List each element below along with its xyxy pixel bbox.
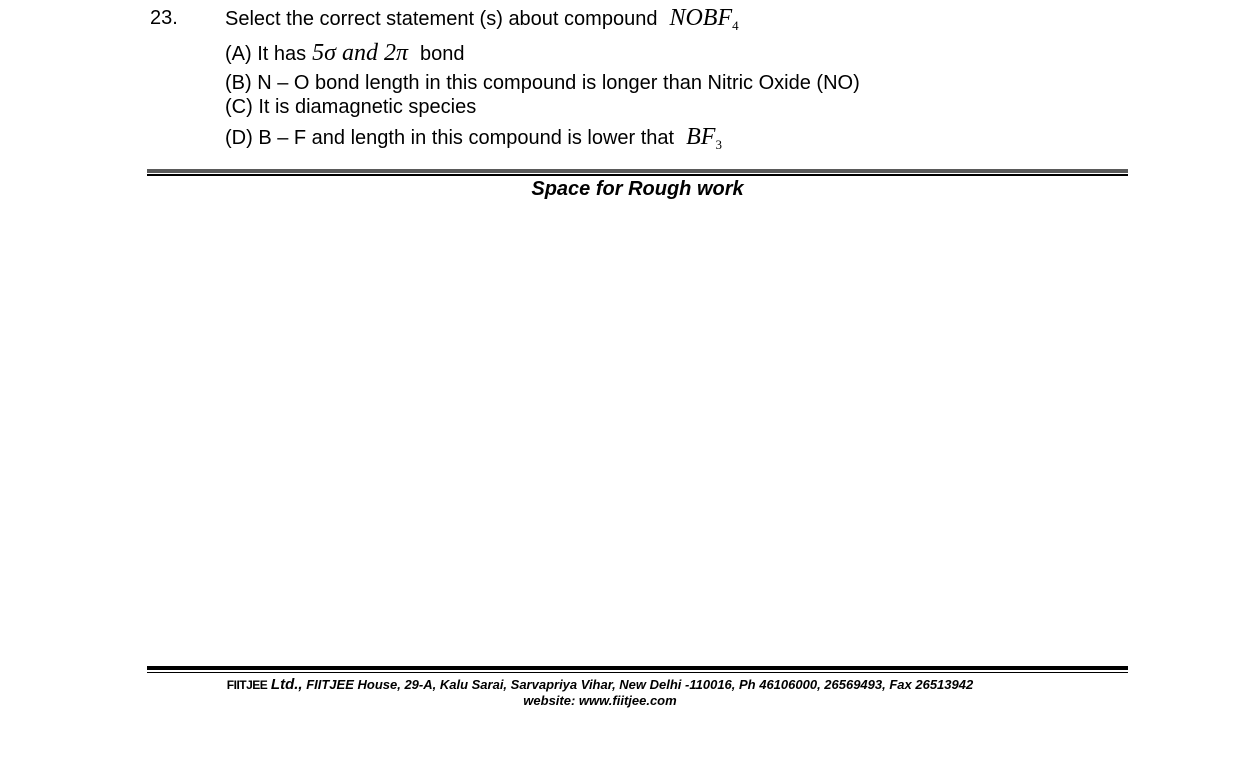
- option-b: (B) N – O bond length in this compound is longer than Nitric Oxide (NO): [225, 72, 860, 94]
- option-a-math: 5σ and 2π: [312, 40, 409, 66]
- footer-ltd: Ltd.,: [270, 676, 303, 693]
- footer-brand: FIITJEE: [226, 678, 268, 692]
- rough-work-top-rule: [147, 169, 1128, 173]
- option-a: [225, 41, 465, 66]
- option-d-prefix: (D) B – F and length in this compound is lower that: [225, 127, 675, 149]
- footer-address: FIITJEE House, 29-A, Kalu Sarai, Sarvapriya Vihar, New Delhi -110016, Ph 46106000, 26569493, Fax 26513942: [306, 677, 974, 692]
- option-a-prefix: (A) It has: [225, 43, 307, 65]
- option-d-formula: $BF_3$: [686, 124, 722, 152]
- rough-work-label: Space for Rough work: [531, 178, 744, 200]
- question-stem-text: Select the correct statement (s) about compound: [225, 8, 658, 30]
- rough-work-top-rule-thin: [147, 174, 1128, 176]
- option-a-suffix: bond: [420, 43, 465, 65]
- footer-rule: [147, 666, 1128, 670]
- question-stem-formula: $NOBF_4$: [669, 5, 739, 33]
- footer-address-line: [147, 677, 1053, 693]
- footer-rule-thin: [147, 672, 1128, 673]
- option-c: (C) It is diamagnetic species: [225, 96, 477, 118]
- footer-website: website: www.fiitjee.com: [523, 693, 677, 708]
- question-number: 23.: [150, 7, 178, 29]
- question-stem: [225, 6, 739, 31]
- option-d: [225, 125, 722, 150]
